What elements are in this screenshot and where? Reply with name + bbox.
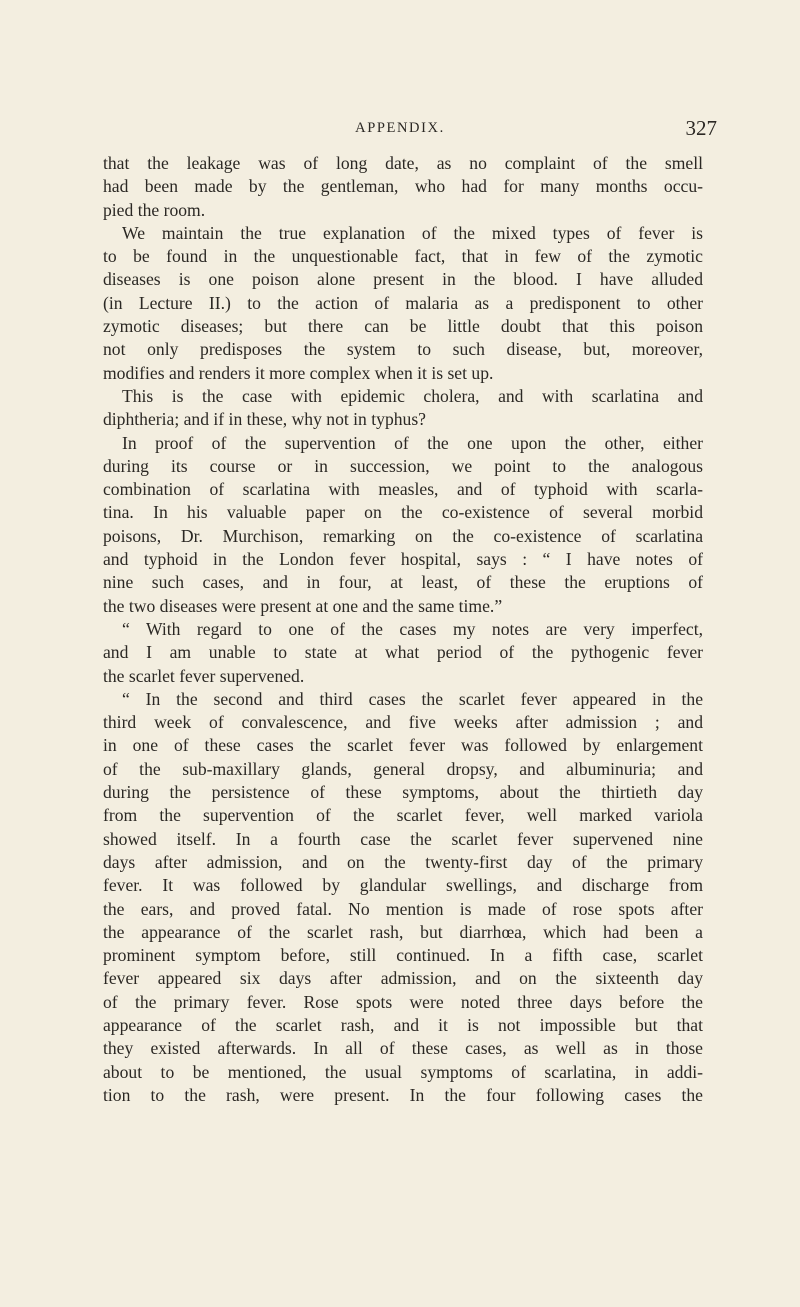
- text-line: to be found in the unquestionable fact, that in few of the zymotic: [103, 246, 703, 267]
- text-line: We maintain the true explanation of the mixed types of fever is: [122, 222, 703, 243]
- text-line: This is the case with epidemic cholera, and with scarlatina and: [122, 385, 703, 406]
- text-line: the ears, and proved fatal. No mention is made of rose spots after: [103, 898, 703, 919]
- running-title: APPENDIX.: [355, 120, 445, 136]
- text-line: In proof of the supervention of the one upon the other, either: [122, 432, 703, 453]
- text-line: fever. It was followed by glandular swellings, and discharge from: [103, 875, 703, 896]
- text-line: during its course or in succession, we point to the analogous: [103, 455, 703, 476]
- text-line: about to be mentioned, the usual symptoms of scarlatina, in addi-: [103, 1061, 703, 1082]
- text-line: fever appeared six days after admission, and on the sixteenth day: [103, 968, 703, 989]
- text-line: poisons, Dr. Murchison, remarking on the co-existence of scarlatina: [103, 525, 703, 546]
- text-line: days after admission, and on the twenty-first day of the primary: [103, 851, 703, 872]
- text-line: pied the room.: [103, 199, 206, 220]
- text-line: “ With regard to one of the cases my notes are very imperfect,: [122, 618, 703, 639]
- text-line: showed itself. In a fourth case the scarlet fever supervened nine: [103, 828, 703, 849]
- text-line: they existed afterwards. In all of these cases, as well as in those: [103, 1038, 703, 1059]
- page-number: 327: [685, 116, 717, 140]
- text-line: and typhoid in the London fever hospital, says : “ I have notes of: [103, 549, 703, 570]
- text-line: tina. In his valuable paper on the co-existence of several morbid: [103, 502, 703, 523]
- text-line: modifies and renders it more complex when it is set up.: [103, 362, 494, 383]
- text-line: the appearance of the scarlet rash, but diarrhœa, which had been a: [103, 921, 703, 942]
- page-header: [0, 116, 800, 140]
- body-text: [103, 152, 703, 1107]
- text-line: diphtheria; and if in these, why not in typhus?: [103, 409, 426, 430]
- text-line: that the leakage was of long date, as no complaint of the smell: [103, 153, 703, 173]
- text-line: tion to the rash, were present. In the four following cases the: [103, 1084, 703, 1105]
- text-line: nine such cases, and in four, at least, of these the eruptions of: [103, 572, 703, 593]
- text-line: from the supervention of the scarlet fever, well marked variola: [103, 805, 703, 826]
- text-line: combination of scarlatina with measles, and of typhoid with scarla-: [103, 479, 703, 500]
- text-line: third week of convalescence, and five weeks after admission ; and: [103, 712, 703, 733]
- text-line: in one of these cases the scarlet fever was followed by enlargement: [103, 735, 703, 756]
- text-line: “ In the second and third cases the scarlet fever appeared in the: [122, 688, 703, 709]
- text-line: appearance of the scarlet rash, and it is not impossible but that: [103, 1014, 703, 1035]
- text-line: diseases is one poison alone present in the blood. I have alluded: [103, 269, 703, 290]
- text-line: the two diseases were present at one and the same time.”: [103, 595, 503, 616]
- text-line: of the primary fever. Rose spots were noted three days before the: [103, 991, 703, 1012]
- text-line: during the persistence of these symptoms, about the thirtieth day: [103, 782, 703, 803]
- text-line: prominent symptom before, still continued. In a fifth case, scarlet: [103, 945, 703, 966]
- text-line: the scarlet fever supervened.: [103, 665, 305, 686]
- text-line: not only predisposes the system to such disease, but, moreover,: [103, 339, 703, 360]
- text-line: and I am unable to state at what period of the pythogenic fever: [103, 642, 703, 663]
- text-line: (in Lecture II.) to the action of malaria as a predisponent to other: [103, 292, 703, 313]
- text-line: zymotic diseases; but there can be little doubt that this poison: [103, 316, 703, 337]
- text-line: of the sub-maxillary glands, general dropsy, and albuminuria; and: [103, 758, 703, 779]
- text-line: had been made by the gentleman, who had for many months occu-: [103, 176, 703, 197]
